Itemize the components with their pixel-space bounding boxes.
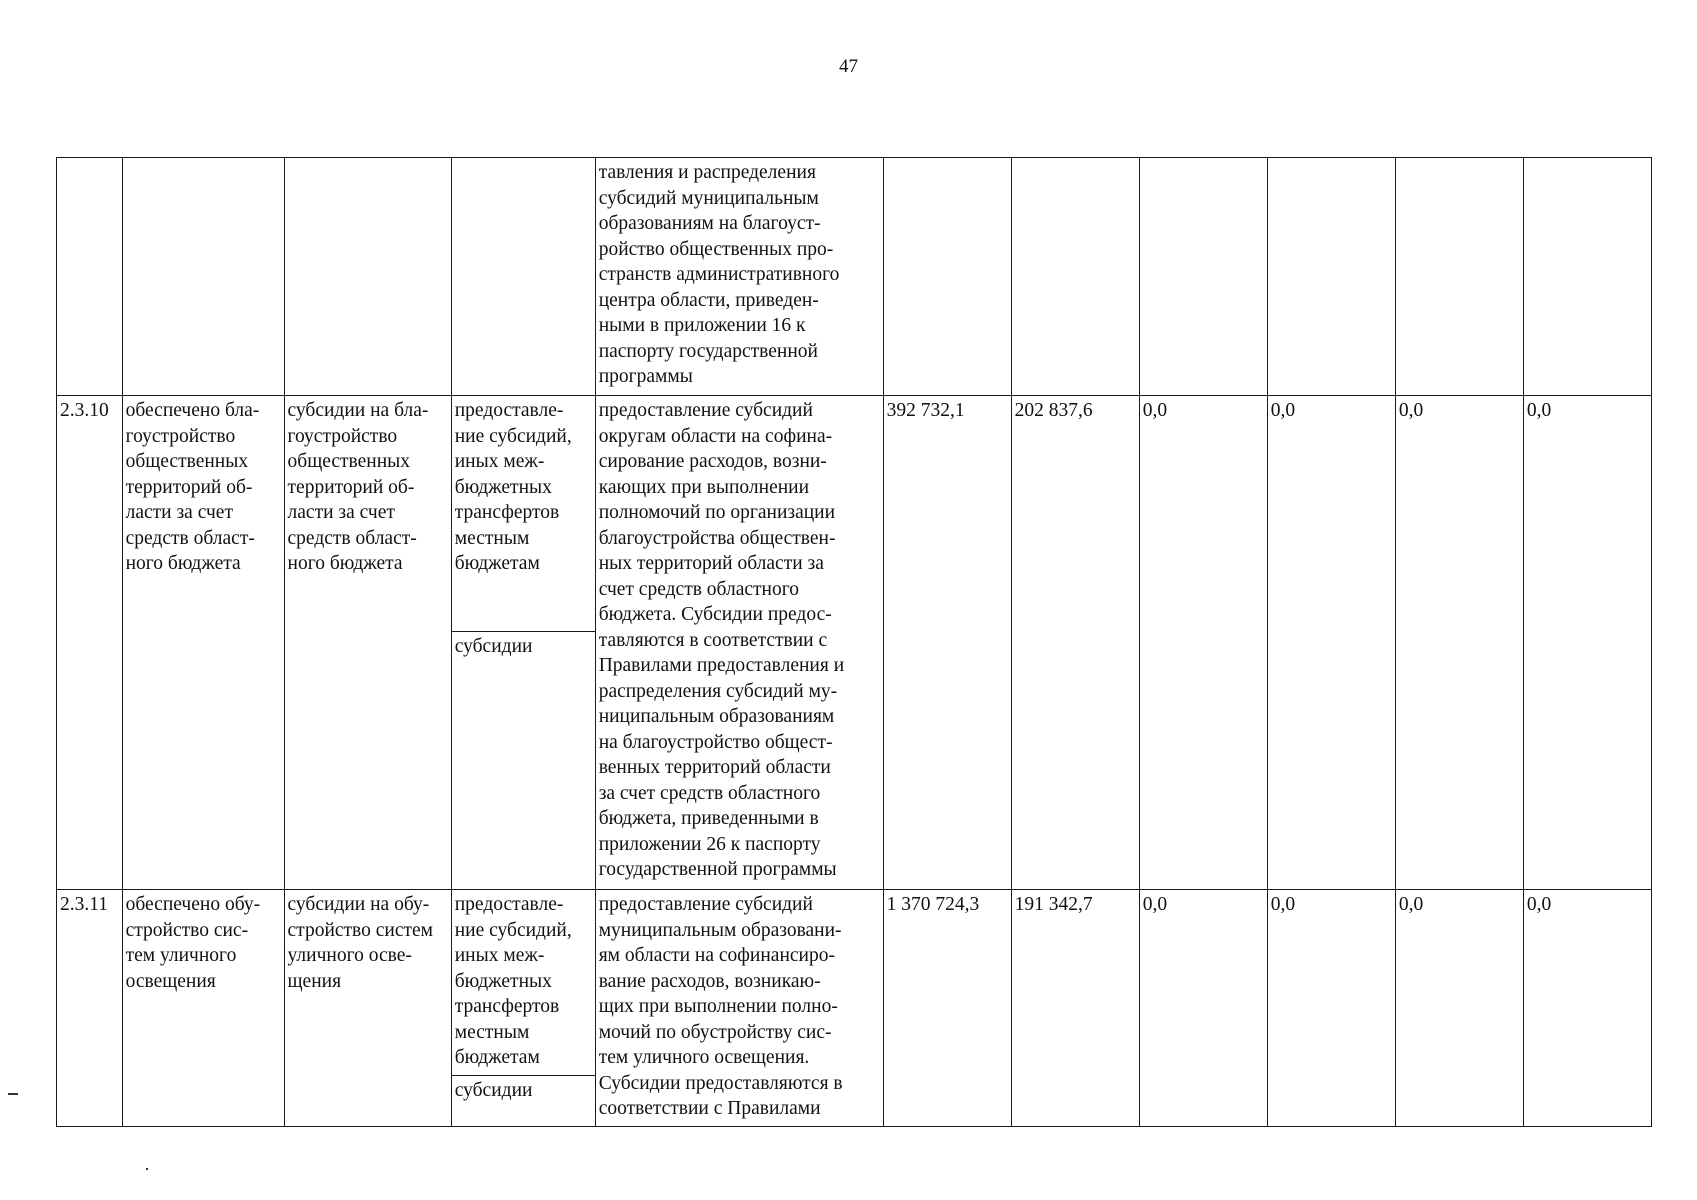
cell-result: обеспечено обу- стройство сис- тем уличного освещения	[122, 890, 284, 1127]
cell-value	[1523, 158, 1651, 396]
cell-num: 2.3.10	[57, 396, 123, 890]
cell-value-4: 0,0	[1267, 396, 1395, 890]
program-measures-table	[56, 157, 1652, 1127]
cell-num	[57, 158, 123, 396]
cell-value-5: 0,0	[1395, 890, 1523, 1127]
cell-value-1: 1 370 724,3	[883, 890, 1011, 1127]
cell-value-3: 0,0	[1139, 890, 1267, 1127]
cell-result: обеспечено бла- гоустройство общественных территорий об- ласти за счет средств област- ного бюджета	[122, 396, 284, 890]
table-row-2-3-11	[57, 890, 1652, 1076]
cell-measure: субсидии на бла- гоустройство общественных территорий об- ласти за счет средств област- ного бюджета	[284, 396, 451, 890]
cell-result	[122, 158, 284, 396]
page-number: 47	[839, 56, 858, 77]
cell-type-transfer: предоставле- ние субсидий, иных меж- бюджетных трансфертов местным бюджетам	[451, 890, 595, 1076]
cell-value	[1267, 158, 1395, 396]
table-row-2-3-10	[57, 396, 1652, 632]
scan-dot	[146, 1168, 148, 1170]
cell-type-subsidy: субсидии	[451, 632, 595, 890]
cell-value-1: 392 732,1	[883, 396, 1011, 890]
cell-value	[1395, 158, 1523, 396]
cell-value	[883, 158, 1011, 396]
cell-value-3: 0,0	[1139, 396, 1267, 890]
cell-description: предоставление субсидий муниципальным образовани- ям области на софинансиро- вание расходов, возникаю- щих при выполнении полно- мочий по обустройству сис- тем уличного освещения. Субсидии предоставляются в соответствии с Правилами	[595, 890, 883, 1127]
table-row-continuation	[57, 158, 1652, 396]
cell-value-5: 0,0	[1395, 396, 1523, 890]
cell-value	[1139, 158, 1267, 396]
cell-value-2: 202 837,6	[1011, 396, 1139, 890]
cell-description: предоставление субсидий округам области на софина- сирование расходов, возни- кающих при выполнении полномочий по организации благоустройства обществен- ных территорий области за счет средств областного бюджета. Субсидии предос- тавляются в соответствии с Правилами предоставления и распределения субсидий му- ниципальным образованиям на благоустройство общест- венных территорий области за счет средств областного бюджета, приведенными в приложении 26 к паспорту государственной программы	[595, 396, 883, 890]
scan-margin-mark	[8, 1093, 18, 1095]
cell-measure: субсидии на обу- стройство систем уличного осве- щения	[284, 890, 451, 1127]
cell-value	[1011, 158, 1139, 396]
cell-value-2: 191 342,7	[1011, 890, 1139, 1127]
cell-value-6: 0,0	[1523, 396, 1651, 890]
cell-value-4: 0,0	[1267, 890, 1395, 1127]
cell-type	[451, 158, 595, 396]
cell-num: 2.3.11	[57, 890, 123, 1127]
cell-description: тавления и распределения субсидий муниципальным образованиям на благоуст- ройство общественных про- странств административного центра области, приведен- ными в приложении 16 к паспорту государственной программы	[595, 158, 883, 396]
cell-type-subsidy: субсидии	[451, 1076, 595, 1127]
cell-value-6: 0,0	[1523, 890, 1651, 1127]
cell-measure	[284, 158, 451, 396]
cell-type-transfer: предоставле- ние субсидий, иных меж- бюджетных трансфертов местным бюджетам	[451, 396, 595, 632]
